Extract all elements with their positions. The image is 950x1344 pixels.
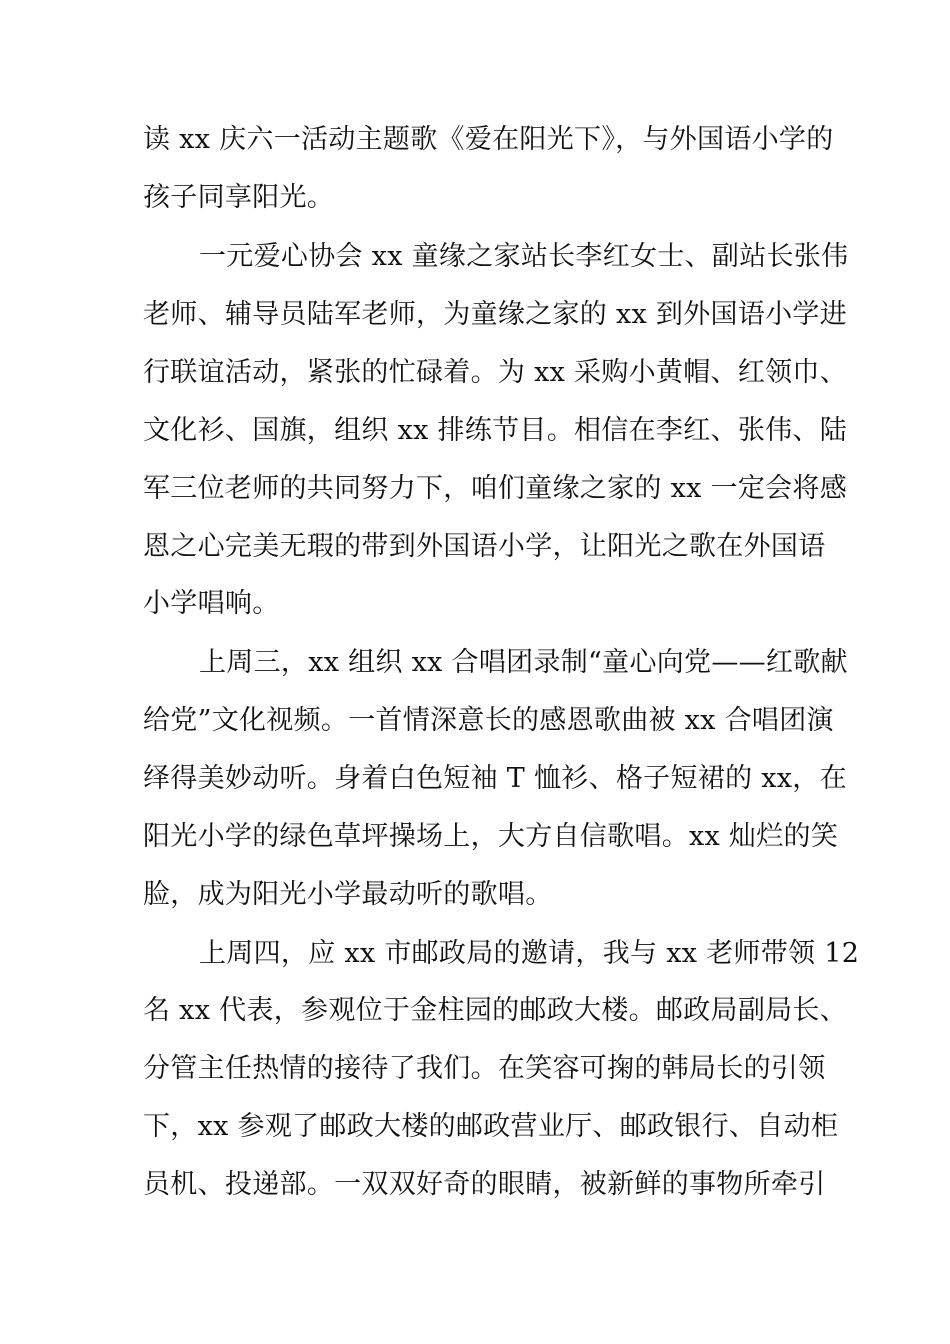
text-line: 读 xx 庆六一活动主题歌《爱在阳光下》，与外国语小学的 xyxy=(143,124,834,155)
text-line: 给党”文化视频。一首情深意长的感恩歌曲被 xx 合唱团演 xyxy=(143,705,834,736)
text-line: 小学唱响。 xyxy=(143,588,280,619)
text-line: 阳光小学的绿色草坪操场上，大方自信歌唱。xx 灿烂的笑 xyxy=(143,821,839,852)
paragraph-start-line: 一元爱心协会 xx 童缘之家站长李红女士、副站长张伟 xyxy=(199,241,849,272)
text-line: 脸，成为阳光小学最动听的歌唱。 xyxy=(143,879,553,910)
text-line: 军三位老师的共同努力下，咱们童缘之家的 xx 一定会将感 xyxy=(143,473,848,504)
text-line: 员机、投递部。一双双好奇的眼睛，被新鲜的事物所牵引 xyxy=(143,1169,826,1200)
paragraph-start-line: 上周四，应 xx 市邮政局的邀请，我与 xx 老师带领 12 xyxy=(199,938,860,969)
text-line: 下，xx 参观了邮政大楼的邮政营业厅、邮政银行、自动柜 xyxy=(143,1111,839,1142)
text-line: 分管主任热情的接待了我们。在笑容可掬的韩局长的引领 xyxy=(143,1053,826,1084)
text-line: 绎得美妙动听。身着白色短袖 T 恤衫、格子短裙的 xx，在 xyxy=(143,763,847,794)
paragraph-start-line: 上周三，xx 组织 xx 合唱团录制“童心向党——红歌献 xyxy=(199,647,848,678)
text-line: 孩子同享阳光。 xyxy=(143,182,335,213)
text-line: 文化衫、国旗，组织 xx 排练节目。相信在李红、张伟、陆 xyxy=(143,415,848,446)
text-line: 行联谊活动，紧张的忙碌着。为 xx 采购小黄帽、红领巾、 xyxy=(143,357,848,388)
text-line: 老师、辅导员陆军老师，为童缘之家的 xx 到外国语小学进 xyxy=(143,299,848,330)
text-line: 恩之心完美无瑕的带到外国语小学，让阳光之歌在外国语 xyxy=(143,531,826,562)
text-line: 名 xx 代表，参观位于金柱园的邮政大楼。邮政局副局长、 xyxy=(143,995,848,1026)
